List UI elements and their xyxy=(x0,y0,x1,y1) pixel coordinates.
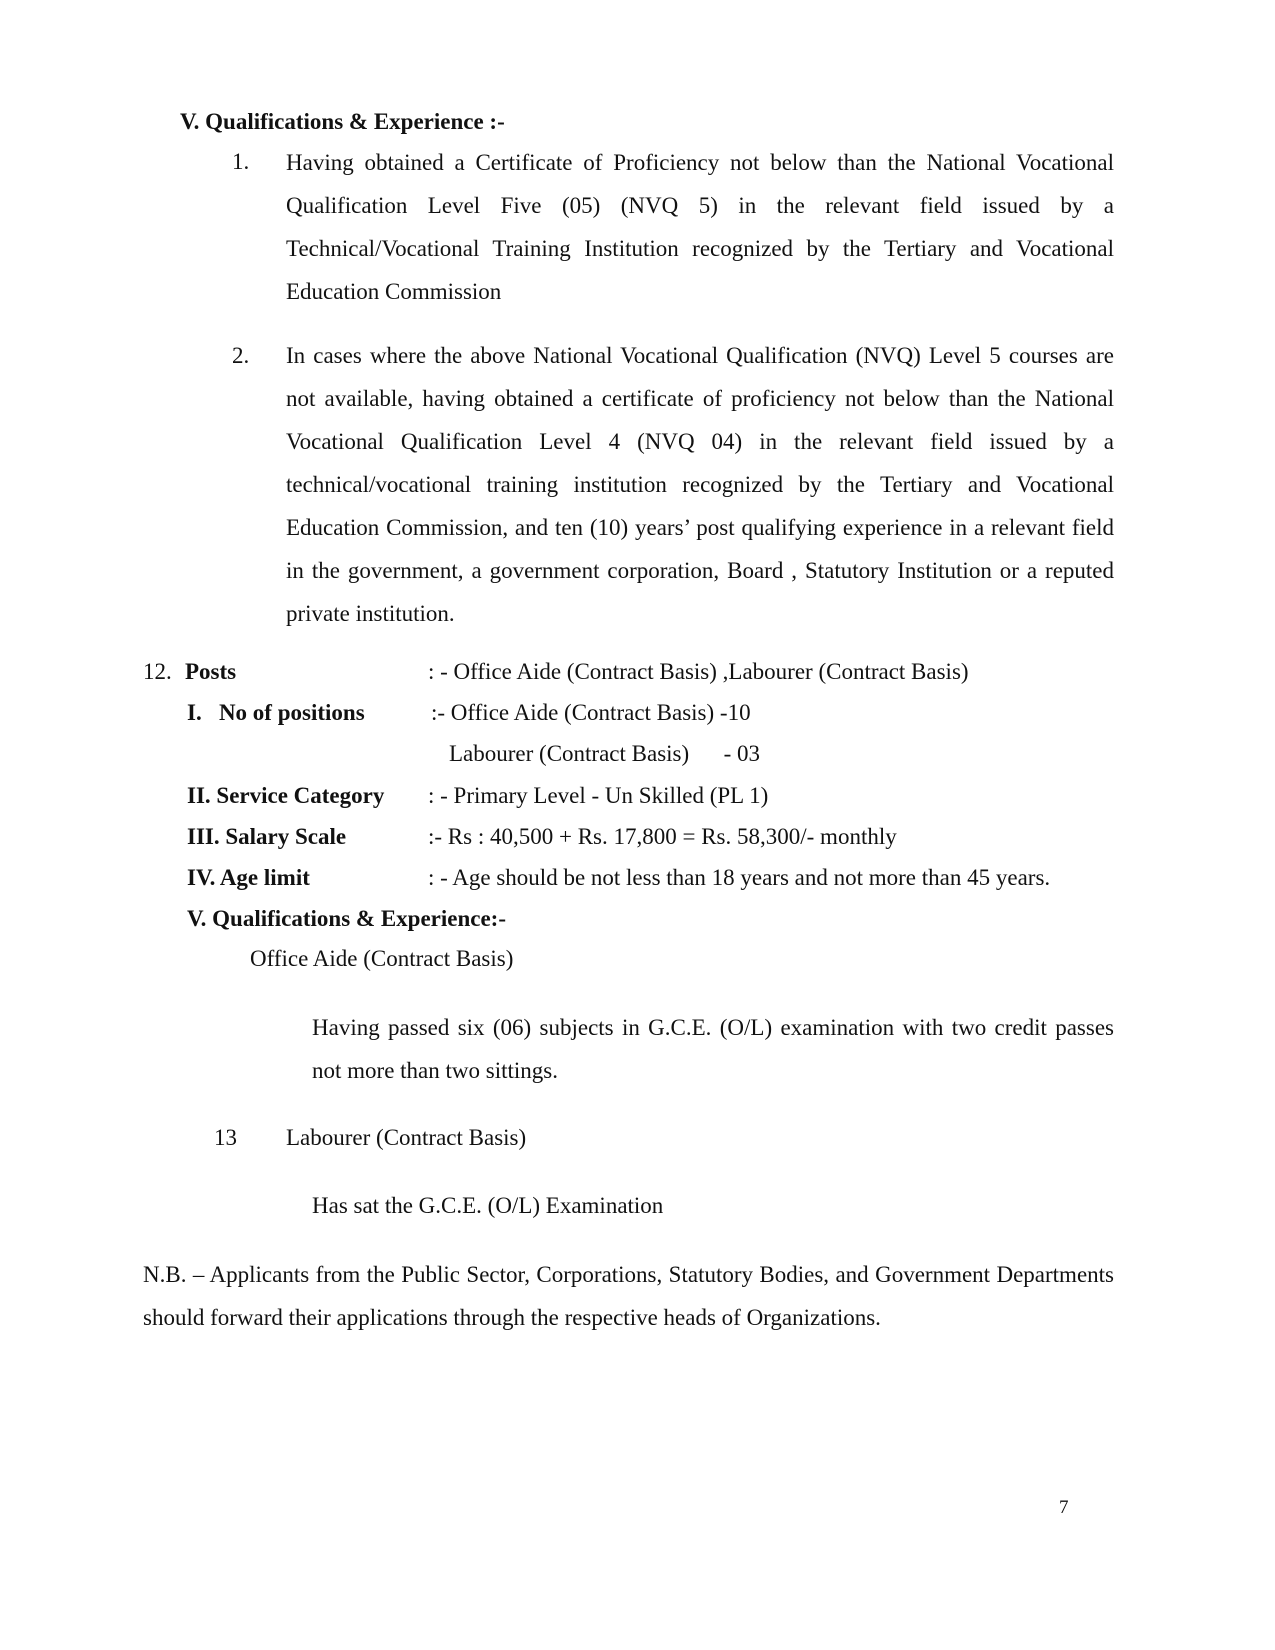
qualification-item-2: In cases where the above National Vocational Qualification (NVQ) Level 5 courses are not available, having obtained a certificate of proficiency not below than the National Vocational Qualification Level 4 (NVQ 04) in the relevant field issued by a technical/vocational training institution recognized by the Tertiary and Vocational Education Commission, and ten (10) years’ post qualifying experience in a relevant field in the government, a government corporation, Board , Statutory Institution or a reputed private institution. xyxy=(286,343,1114,626)
qualifications-heading: V. Qualifications & Experience :- xyxy=(180,109,505,134)
posts-label: Posts xyxy=(185,659,237,684)
posts-value: : - Office Aide (Contract Basis) ,Labourer (Contract Basis) xyxy=(428,659,969,684)
section-number: 13 xyxy=(214,1125,237,1150)
positions-value-office-aide: :- Office Aide (Contract Basis) -10 xyxy=(431,700,751,725)
service-category-value: : - Primary Level - Un Skilled (PL 1) xyxy=(428,783,769,808)
page-number: 7 xyxy=(1059,1497,1069,1518)
age-limit-value: : - Age should be not less than 18 years and not more than 45 years. xyxy=(428,865,1051,890)
salary-scale-value: :- Rs : 40,500 + Rs. 17,800 = Rs. 58,300/- monthly xyxy=(428,824,897,849)
nb-note: N.B. – Applicants from the Public Sector, Corporations, Statutory Bodies, and Government Departments should forward their applications through the respective heads of Organizations. xyxy=(143,1262,1114,1330)
office-aide-qualification: Having passed six (06) subjects in G.C.E. (O/L) examination with two credit passes not more than two sittings. xyxy=(312,1015,1114,1083)
qualification-item-1: Having obtained a Certificate of Proficiency not below than the National Vocational Qualification Level Five (05) (NVQ 5) in the relevant field issued by a Technical/Vocational Training Institution recognized by the Tertiary and Vocational Education Commission xyxy=(286,150,1114,304)
section-number: 12. xyxy=(143,659,172,684)
item-number: 2. xyxy=(232,343,250,368)
salary-scale-label: III. Salary Scale xyxy=(187,824,347,849)
service-category-label: II. Service Category xyxy=(187,783,385,808)
qualifications-heading-posts: V. Qualifications & Experience:- xyxy=(187,906,506,931)
labourer-qualification: Has sat the G.C.E. (O/L) Examination xyxy=(312,1193,664,1218)
positions-label: I. No of positions xyxy=(187,700,365,725)
office-aide-title: Office Aide (Contract Basis) xyxy=(250,946,514,971)
positions-value-labourer: Labourer (Contract Basis) - 03 xyxy=(449,741,761,766)
labourer-title: Labourer (Contract Basis) xyxy=(286,1125,527,1150)
age-limit-label: IV. Age limit xyxy=(187,865,310,890)
item-number: 1. xyxy=(232,149,250,174)
